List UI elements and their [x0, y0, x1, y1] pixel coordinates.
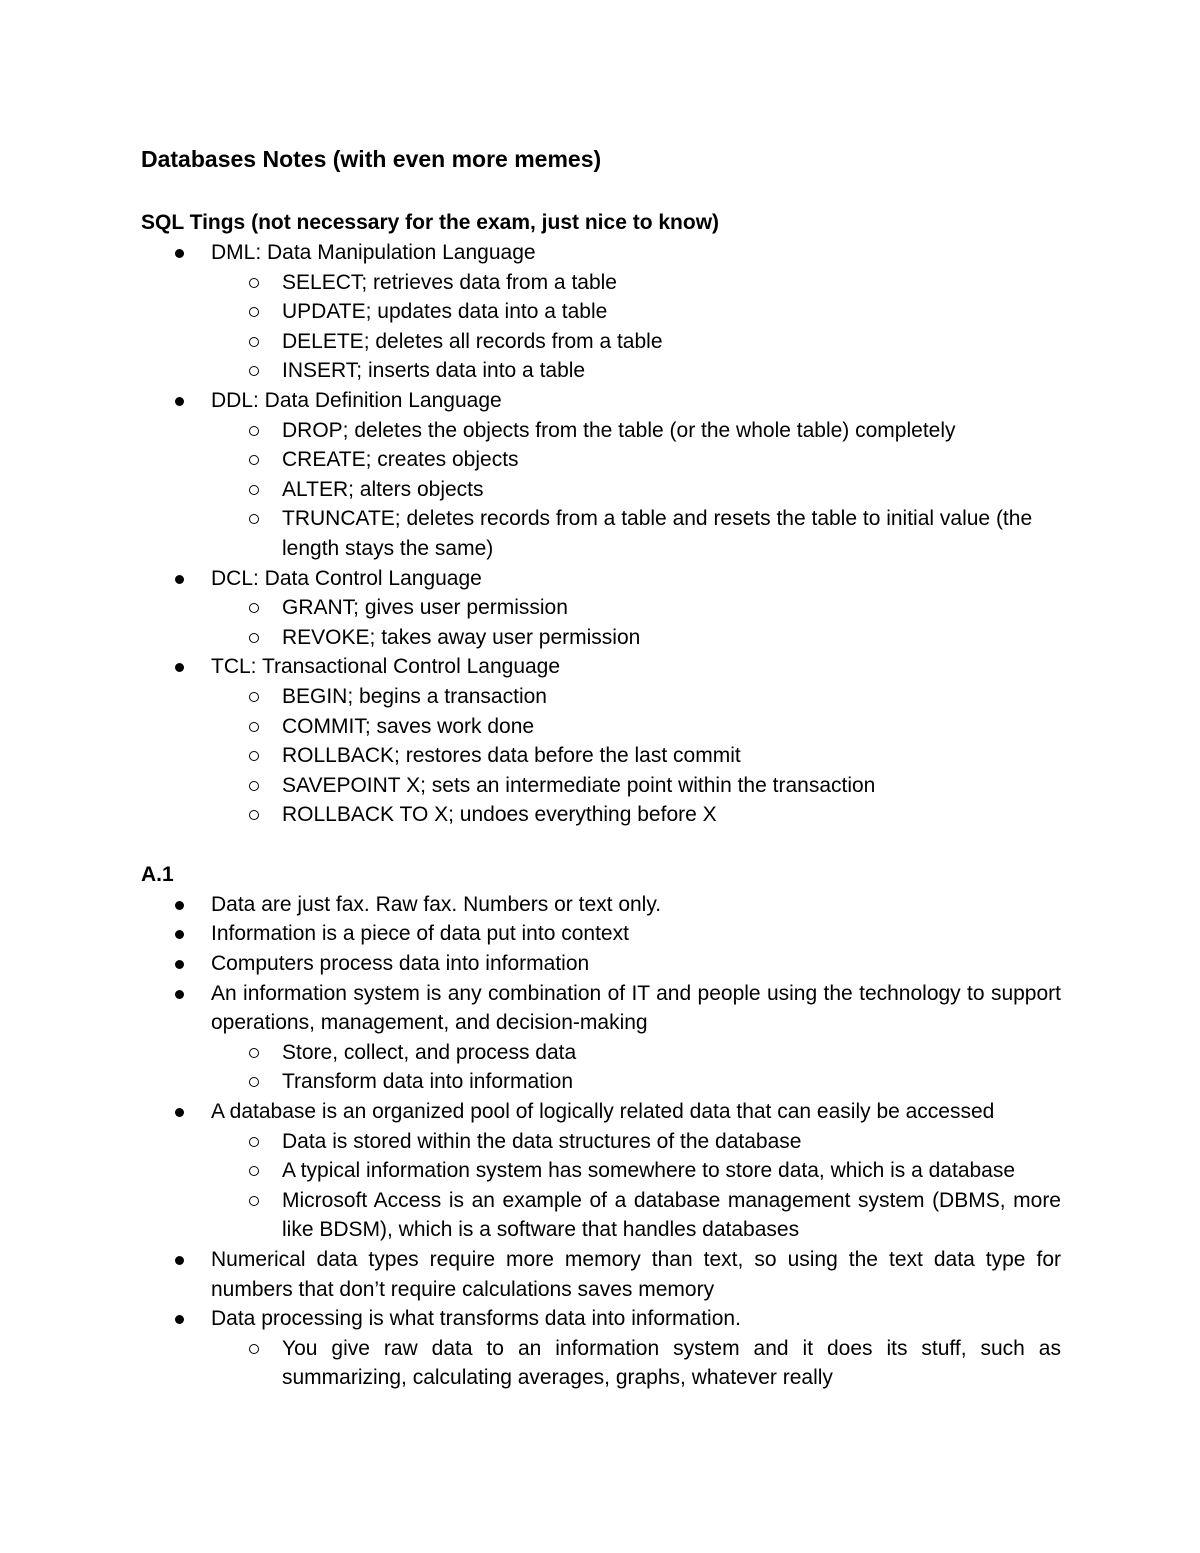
circle-bullet-icon: [249, 1344, 259, 1354]
list-item: [141, 386, 1061, 416]
circle-bullet-icon: [249, 751, 259, 761]
sub-list-item-text: Store, collect, and process data: [282, 1040, 577, 1064]
sub-list-item-text: DROP; deletes the objects from the table (or the whole table) completely: [282, 418, 956, 442]
list-item-text: Computers process data into information: [211, 952, 590, 976]
list-item-text: Numerical data types require more memory than text, so using the text data type for numbers that don’t require calculations saves memory: [211, 1248, 1061, 1301]
sub-list-item: [141, 1156, 1061, 1186]
list-item: [141, 238, 1061, 268]
circle-bullet-icon: [249, 366, 259, 376]
list-item-text: A database is an organized pool of logically related data that can easily be accessed: [211, 1100, 995, 1124]
document-body: [141, 143, 1061, 1393]
sub-list-item-text: Data is stored within the data structures of the database: [282, 1129, 802, 1153]
list-item-text: DDL: Data Definition Language: [211, 388, 502, 412]
sub-list-item: [141, 1038, 1061, 1068]
sub-list-item-text: Transform data into information: [282, 1070, 574, 1094]
list-item: [141, 1245, 1061, 1304]
sub-list-item-text: SAVEPOINT X; sets an intermediate point within the transaction: [282, 773, 876, 797]
section-heading-sql: SQL Tings (not necessary for the exam, just nice to know): [141, 211, 720, 234]
sub-list-item-text: TRUNCATE; deletes records from a table and resets the table to initial value (the length stays the same): [282, 507, 1033, 560]
sub-list-item: [141, 623, 1061, 653]
list-item-text: DML: Data Manipulation Language: [211, 241, 536, 264]
bullet-icon: [175, 901, 184, 910]
circle-bullet-icon: [249, 1196, 259, 1206]
sub-list-item-text: ROLLBACK; restores data before the last commit: [282, 744, 741, 768]
circle-bullet-icon: [249, 1166, 259, 1176]
list-item: [141, 890, 1061, 920]
list-item-text: An information system is any combination of IT and people using the technology to support operations, management, and decision-making: [211, 981, 1061, 1035]
sub-list-item-text: ROLLBACK TO X; undoes everything before X: [282, 803, 717, 827]
sub-list-item: [141, 682, 1061, 712]
sub-list-item: [141, 1334, 1061, 1393]
circle-bullet-icon: [249, 810, 259, 820]
list-item: [141, 1304, 1061, 1334]
sub-list-item-text: INSERT; inserts data into a table: [282, 359, 586, 383]
sub-list-item: [141, 475, 1061, 505]
sub-list-item-text: Microsoft Access is an example of a database management system (DBMS, more like BDSM), which is a software that handles databases: [282, 1188, 1061, 1242]
sub-list-item: [141, 416, 1061, 446]
sub-list-item: [141, 268, 1061, 298]
list-item-text: DCL: Data Control Language: [211, 566, 482, 590]
circle-bullet-icon: [249, 485, 259, 495]
bullet-icon: [175, 990, 184, 999]
sql-bullet-list: [141, 238, 1061, 830]
sub-list-item-text: ALTER; alters objects: [282, 477, 484, 501]
list-item-text: TCL: Transactional Control Language: [211, 655, 561, 679]
list-item-text: Data processing is what transforms data into information.: [211, 1307, 741, 1331]
sub-list-item-text: COMMIT; saves work done: [282, 714, 535, 738]
document-title: Databases Notes (with even more memes): [141, 146, 602, 172]
bullet-icon: [175, 1315, 184, 1324]
bullet-icon: [175, 1256, 184, 1265]
sub-list-item: [141, 800, 1061, 830]
list-item-text: Data are just fax. Raw fax. Numbers or text only.: [211, 892, 662, 916]
list-item: [141, 979, 1061, 1038]
circle-bullet-icon: [249, 692, 259, 702]
sub-list-item-text: BEGIN; begins a transaction: [282, 684, 547, 708]
sub-list-item-text: DELETE; deletes all records from a table: [282, 329, 663, 353]
sub-list-item-text: SELECT; retrieves data from a table: [282, 270, 617, 294]
circle-bullet-icon: [249, 426, 259, 436]
sub-list-item-text: GRANT; gives user permission: [282, 596, 568, 620]
circle-bullet-icon: [249, 722, 259, 732]
bullet-icon: [175, 249, 184, 258]
sub-list-item-text: UPDATE; updates data into a table: [282, 300, 608, 324]
sub-list-item: [141, 593, 1061, 623]
sub-list-item: [141, 1186, 1061, 1245]
sub-list-item: [141, 356, 1061, 386]
sub-list-item-text: A typical information system has somewhere to store data, which is a database: [282, 1159, 1016, 1183]
spacer: [141, 830, 1061, 860]
circle-bullet-icon: [249, 603, 259, 613]
list-item: [141, 652, 1061, 682]
circle-bullet-icon: [249, 514, 259, 524]
sub-list-item: [141, 712, 1061, 742]
circle-bullet-icon: [249, 1137, 259, 1147]
bullet-icon: [175, 930, 184, 939]
circle-bullet-icon: [249, 781, 259, 791]
list-item: [141, 564, 1061, 594]
list-item-text: Information is a piece of data put into context: [211, 922, 629, 946]
bullet-icon: [175, 1108, 184, 1117]
sub-list-item-text: REVOKE; takes away user permission: [282, 625, 641, 649]
circle-bullet-icon: [249, 307, 259, 317]
circle-bullet-icon: [249, 1048, 259, 1058]
list-item: [141, 949, 1061, 979]
sub-list-item: [141, 504, 1061, 563]
sub-list-item: [141, 741, 1061, 771]
bullet-icon: [175, 397, 184, 406]
sub-list-item: [141, 445, 1061, 475]
circle-bullet-icon: [249, 455, 259, 465]
sub-list-item-text: CREATE; creates objects: [282, 448, 519, 472]
sub-list-item: [141, 327, 1061, 357]
list-item: [141, 919, 1061, 949]
list-item: [141, 1097, 1061, 1127]
bullet-icon: [175, 960, 184, 969]
a1-bullet-list: [141, 890, 1061, 1393]
circle-bullet-icon: [249, 1077, 259, 1087]
circle-bullet-icon: [249, 278, 259, 288]
spacer: [141, 175, 1061, 208]
section-heading-a1: A.1: [141, 862, 174, 886]
sub-list-item-text: You give raw data to an information system and it does its stuff, such as summarizing, calculating averages, graphs, whatever really: [282, 1336, 1061, 1390]
bullet-icon: [175, 663, 184, 672]
sub-list-item: [141, 297, 1061, 327]
circle-bullet-icon: [249, 633, 259, 643]
bullet-icon: [175, 575, 184, 584]
sub-list-item: [141, 771, 1061, 801]
sub-list-item: [141, 1067, 1061, 1097]
sub-list-item: [141, 1127, 1061, 1157]
circle-bullet-icon: [249, 337, 259, 347]
